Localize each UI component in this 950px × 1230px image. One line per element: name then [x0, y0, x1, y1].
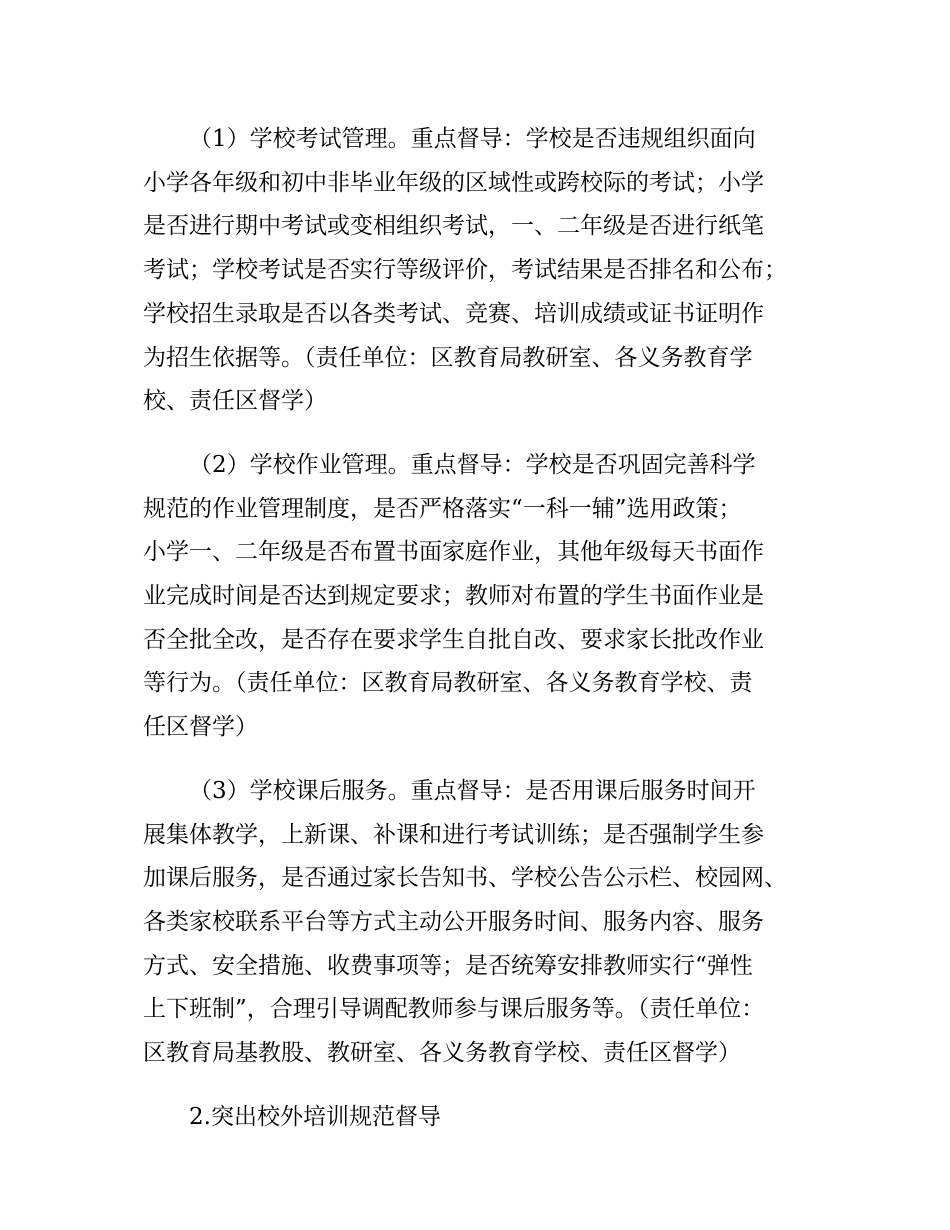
section-heading: 2.突出校外培训规范督导 [189, 1103, 441, 1130]
text-line: 各类家校联系平台等方式主动公开服务时间、服务内容、服务 [143, 908, 764, 935]
text-line: 为招生依据等。（责任单位：区教育局教研室、各义务教育学 [143, 344, 753, 371]
text-line: 区教育局基教股、教研室、各义务教育学校、责任区督学） [143, 1040, 741, 1067]
text-line: 学校招生录取是否以各类考试、竞赛、培训成绩或证书证明作 [143, 300, 764, 327]
text-line: （2）学校作业管理。重点督导：学校是否巩固完善科学 [189, 451, 756, 478]
text-line: 小学各年级和初中非毕业年级的区域性或跨校际的考试；小学 [143, 169, 764, 196]
text-line: 校、责任区督学） [143, 388, 327, 415]
text-line: 小学一、二年级是否布置书面家庭作业，其他年级每天书面作 [143, 539, 764, 566]
paragraph-after-school-service [143, 770, 813, 1076]
text-line: 规范的作业管理制度，是否严格落实“一科一辅”选用政策； [143, 495, 742, 522]
text-line: 业完成时间是否达到规定要求；教师对布置的学生书面作业是 [143, 583, 764, 610]
text-line: 加课后服务，是否通过家长告知书、学校公告公示栏、校园网、 [143, 865, 787, 892]
text-line: 方式、安全措施、收费事项等；是否统筹安排教师实行“弹性 [143, 952, 753, 979]
text-line: 上下班制”，合理引导调配教师参与课后服务等。（责任单位： [143, 996, 765, 1023]
document-body [143, 118, 813, 1139]
text-line: 是否进行期中考试或变相组织考试，一、二年级是否进行纸笔 [143, 213, 764, 240]
text-line: 等行为。（责任单位：区教育局教研室、各义务教育学校、责 [143, 670, 753, 697]
text-line: 任区督学） [143, 714, 258, 741]
text-line: （1）学校考试管理。重点督导：学校是否违规组织面向 [189, 126, 756, 152]
paragraph-exam-management [143, 118, 813, 424]
text-line: （3）学校课后服务。重点督导：是否用课后服务时间开 [189, 777, 756, 804]
paragraph-homework-management [143, 444, 813, 750]
text-line: 考试；学校考试是否实行等级评价，考试结果是否排名和公布； [143, 257, 787, 284]
text-line: 展集体教学，上新课、补课和进行考试训练；是否强制学生参 [143, 821, 764, 848]
text-line: 否全批全改，是否存在要求学生自批自改、要求家长批改作业 [143, 626, 764, 653]
